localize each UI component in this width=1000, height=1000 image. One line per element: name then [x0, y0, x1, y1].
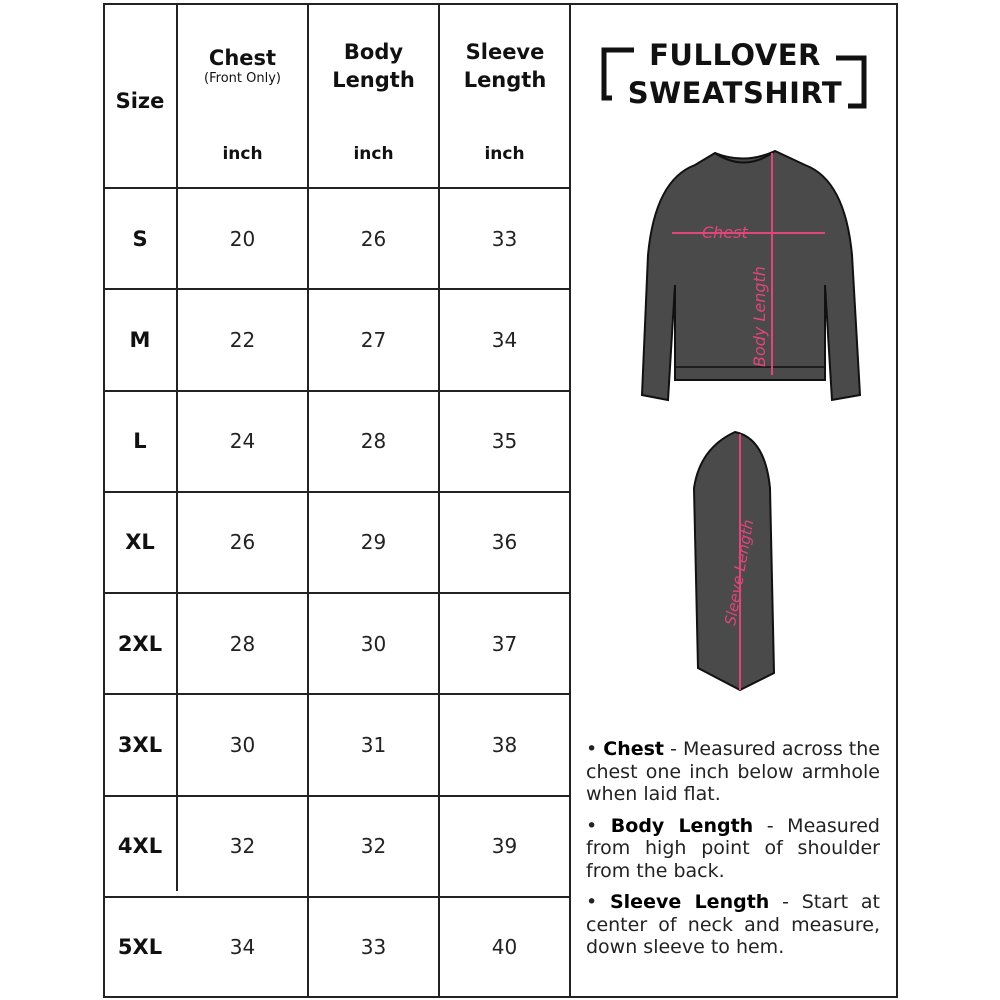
table-cell-size: XL	[125, 530, 155, 555]
table-cell-size: 2XL	[117, 631, 163, 656]
table-cell-sleeve: 35	[491, 429, 518, 454]
table-cell-size: 3XL	[117, 732, 163, 757]
table-cell-chest: 26	[229, 530, 256, 555]
table-cell-size: L	[133, 429, 147, 454]
header-body-length: Body Length	[332, 40, 415, 92]
table-cell-body: 30	[360, 631, 387, 656]
header-unit-body: inch	[353, 144, 394, 164]
product-title	[600, 38, 870, 113]
table-cell-chest: 34	[229, 935, 256, 960]
header-chest-label: Chest	[208, 46, 277, 70]
table-cell-sleeve: 37	[491, 631, 518, 656]
header-sleeve-length: Sleeve Length	[463, 40, 547, 92]
title-line-1: FULLOVER	[649, 38, 821, 72]
title-line-2: SWEATSHIRT	[627, 76, 843, 110]
measurement-notes	[586, 738, 880, 968]
table-cell-body: 28	[360, 429, 387, 454]
side-sweatshirt-diagram	[690, 428, 780, 693]
table-cell-chest: 30	[229, 732, 256, 757]
table-cell-chest: 22	[229, 327, 256, 352]
note-text: - Measured across the chest one inch below armhole when laid flat.	[586, 738, 880, 805]
front-sweatshirt-diagram	[620, 145, 870, 410]
table-cell-sleeve: 36	[491, 530, 518, 555]
table-cell-body: 26	[360, 226, 387, 251]
table-cell-body: 33	[360, 935, 387, 960]
note-term: Chest	[603, 738, 665, 760]
diagram-label-chest: Chest	[702, 223, 748, 242]
table-cell-chest: 24	[229, 429, 256, 454]
table-cell-chest: 32	[229, 834, 256, 859]
table-cell-size: 5XL	[117, 935, 163, 960]
table-cell-sleeve: 33	[491, 226, 518, 251]
table-cell-size: M	[129, 327, 151, 352]
note-sleeve-length: • Sleeve Length - Start at center of neck and measure, down sleeve to hem.	[586, 891, 880, 958]
table-cell-sleeve: 40	[491, 935, 518, 960]
note-text: - Start at center of neck and measure, down sleeve to hem.	[586, 891, 880, 958]
table-cell-body: 29	[360, 530, 387, 555]
note-chest: • Chest - Measured across the chest one inch below armhole when laid flat.	[586, 738, 880, 805]
note-body-length: • Body Length - Measured from high point of shoulder from the back.	[586, 814, 880, 882]
table-cell-sleeve: 34	[491, 327, 518, 352]
header-chest	[177, 40, 308, 90]
diagram-label-sleeve-length: Sleeve Length	[721, 518, 758, 627]
header-unit-sleeve: inch	[484, 144, 525, 164]
table-cell-chest: 28	[229, 631, 256, 656]
table-cell-body: 27	[360, 327, 387, 352]
table-cell-body: 32	[360, 834, 387, 859]
table-cell-sleeve: 38	[491, 732, 518, 757]
table-cell-size: 4XL	[117, 834, 163, 859]
diagram-label-body-length: Body Length	[750, 266, 769, 367]
note-term: Sleeve Length	[609, 891, 770, 913]
header-size: Size	[115, 88, 165, 113]
table-cell-body: 31	[360, 732, 387, 757]
table-cell-sleeve: 39	[491, 834, 518, 859]
note-term: Body Length	[610, 814, 754, 837]
header-unit-chest: inch	[222, 144, 263, 164]
table-cell-chest: 20	[229, 226, 256, 251]
header-chest-note: (Front Only)	[204, 71, 281, 86]
table-cell-size: S	[132, 226, 148, 251]
note-text: - Measured from high point of shoulder from the back.	[586, 814, 880, 882]
